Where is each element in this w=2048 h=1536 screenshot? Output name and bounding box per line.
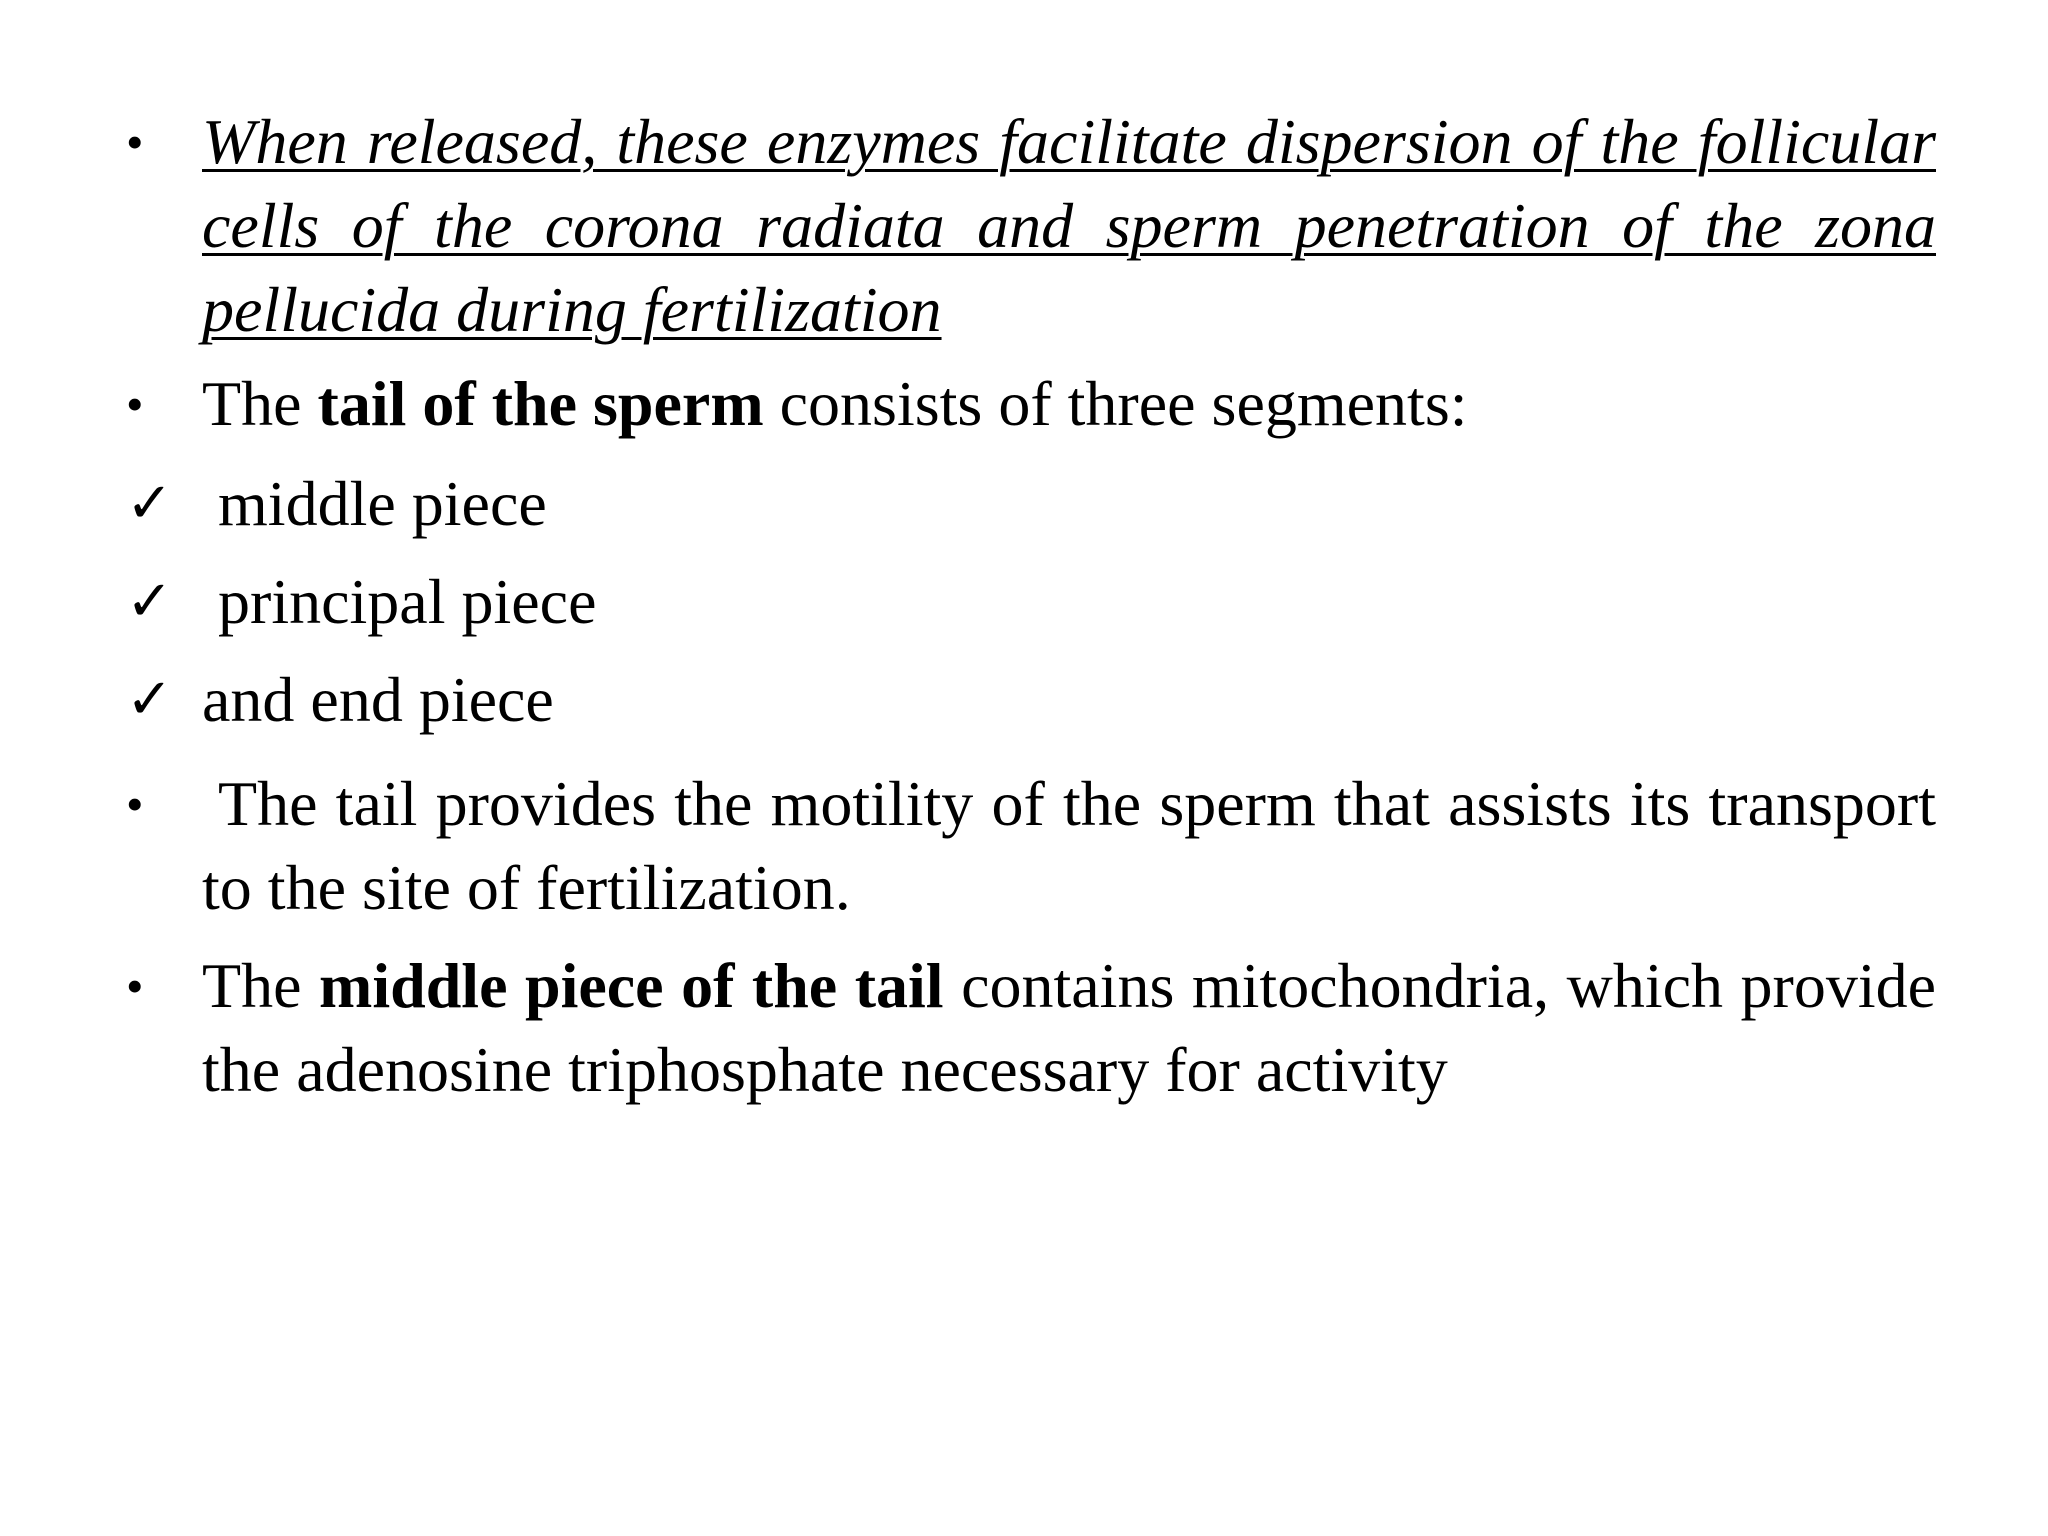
bullet-text — [202, 944, 1936, 1112]
check-item-principal-piece — [126, 560, 1936, 644]
checkmark-icon: ✓ — [126, 667, 173, 732]
bullet-middle-piece — [126, 944, 1936, 1112]
text-bold: middle piece of the tail — [319, 950, 944, 1021]
text-bold: tail of the sperm — [317, 368, 764, 439]
enzymes-text: When released, these enzymes facilitate dispersion of the follicular cells of the corona radiata and sperm penetration of the zona pellucida during fertilization — [202, 106, 1936, 345]
check-item-middle-piece — [126, 462, 1936, 546]
bullet-tail-motility — [126, 762, 1936, 930]
text-post: contains mitochondria, which provide the adenosine triphosphate necessary for activity — [202, 950, 1936, 1105]
check-text: and end piece — [202, 664, 554, 735]
bullet-text — [202, 362, 1936, 446]
bullet-text: The tail provides the motility of the sperm that assists its transport to the site of fertilization. — [202, 768, 1936, 923]
bullet-marker: • — [126, 958, 144, 1014]
bullet-marker: • — [126, 776, 144, 832]
bullet-enzymes — [126, 100, 1936, 352]
bullet-text — [202, 100, 1936, 352]
text-pre: The — [202, 950, 319, 1021]
text-post: consists of three segments: — [763, 368, 1468, 439]
check-item-end-piece — [126, 658, 1936, 742]
check-text: middle piece — [218, 468, 547, 539]
checkmark-icon: ✓ — [126, 569, 173, 634]
bullet-marker: • — [126, 376, 144, 432]
checkmark-icon: ✓ — [126, 471, 173, 536]
bullet-tail-segments — [126, 362, 1936, 446]
text-pre: The — [202, 368, 318, 439]
check-text: principal piece — [218, 566, 597, 637]
bullet-marker: • — [126, 114, 144, 170]
